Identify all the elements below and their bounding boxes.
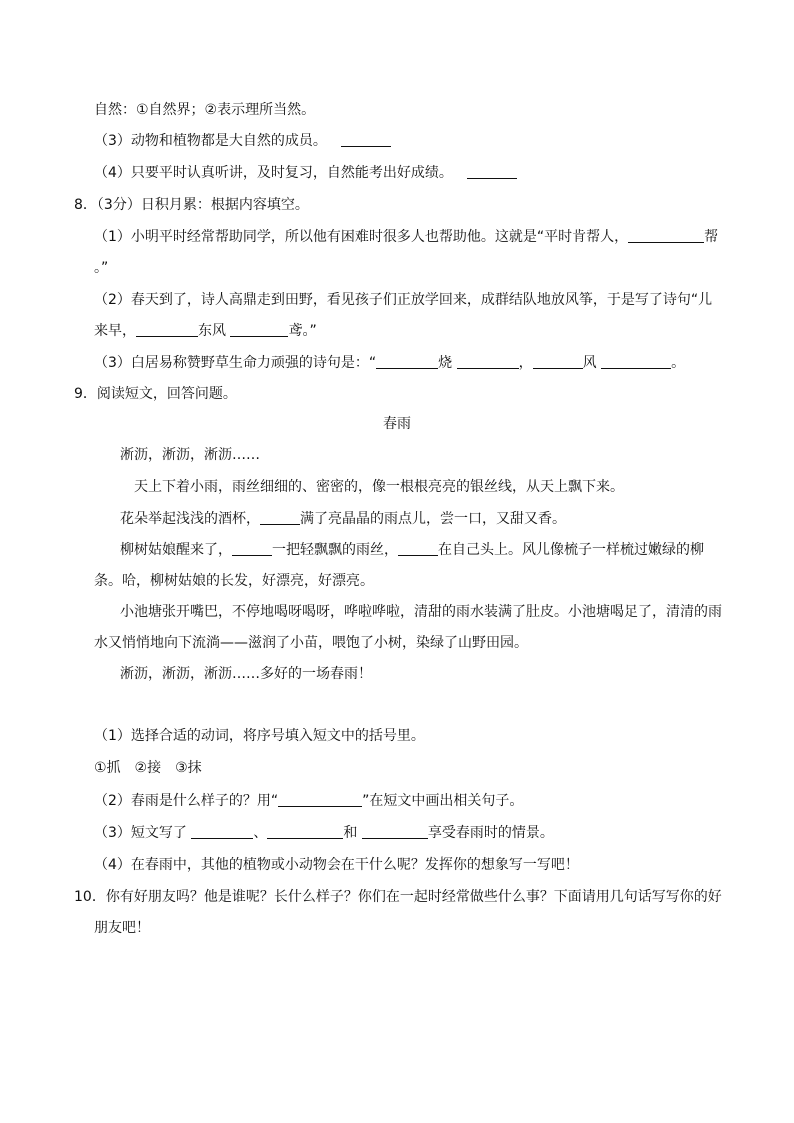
q7-sentence-3 xyxy=(94,132,391,150)
q7-s3-blank[interactable] xyxy=(341,132,391,147)
q8-p2-text-c: 东风 xyxy=(198,323,226,339)
passage-title: 春雨 xyxy=(383,416,411,432)
q8-p3-text-b: 烧 xyxy=(438,355,453,371)
passage-l4-text-b: 一把轻飘飘的雨丝， xyxy=(272,542,398,558)
q9-sub-2 xyxy=(94,792,523,810)
q9-sq2-text-b: ”在短文中画出相关句子。 xyxy=(362,793,524,809)
q8-p3-text-e: 。 xyxy=(671,355,686,371)
passage-blank-2[interactable] xyxy=(232,541,272,556)
passage-l4-text-a: 柳树姑娘醒来了， xyxy=(120,542,232,558)
q8-p2-blank-1[interactable] xyxy=(136,322,198,337)
q9-sq3-blank-1[interactable] xyxy=(191,824,253,839)
q8-p3-text-a: （3）白居易称赞野草生命力顽强的诗句是：“ xyxy=(94,355,377,371)
q10-line-2: 朋友吧！ xyxy=(94,920,150,936)
q9-sq2-blank[interactable] xyxy=(278,792,362,807)
q8-p1-text: （1）小明平时经常帮助同学，所以他有困难时很多人也帮助他。这就是“平时肯帮人， xyxy=(94,229,629,245)
q8-p3-blank-4[interactable] xyxy=(601,354,671,369)
q9-sub-3 xyxy=(94,824,554,842)
q8-p1-blank[interactable] xyxy=(628,228,704,243)
q10-line-1: 10．你有好朋友吗？他是谁呢？长什么样子？你们在一起时经常做些什么事？下面请用几句话写写你的好 xyxy=(74,889,722,905)
passage-line-8: 淅沥，淅沥，淅沥……多好的一场春雨！ xyxy=(120,666,372,682)
q8-part1-line1 xyxy=(94,228,718,246)
q8-heading: 8．（3分）日积月累：根据内容填空。 xyxy=(74,197,309,213)
q8-part3 xyxy=(94,354,685,372)
passage-line-1: 淅沥，淅沥，淅沥…… xyxy=(120,447,260,463)
q8-part2-line1: （2）春天到了，诗人高鼎走到田野，看见孩子们正放学回来，成群结队地放风筝，于是写了诗句“儿 xyxy=(94,292,713,308)
passage-line-5: 条。哈，柳树姑娘的长发，好漂亮，好漂亮。 xyxy=(94,573,374,589)
q8-part1-line2: 。” xyxy=(94,260,109,276)
q9-options: ①抓 ②接 ③抹 xyxy=(94,760,202,776)
passage-blank-3[interactable] xyxy=(398,541,438,556)
q8-p2-blank-2[interactable] xyxy=(230,322,288,337)
q9-sq3-text-b: 、 xyxy=(253,825,268,841)
q7-s4-text: （4）只要平时认真听讲，及时复习，自然能考出好成绩。 xyxy=(94,165,453,181)
q8-p3-blank-3[interactable] xyxy=(533,354,583,369)
passage-l3-text-b: 满了亮晶晶的雨点儿，尝一口，又甜又香。 xyxy=(300,511,566,527)
q8-p1-text-b: 帮 xyxy=(704,229,719,245)
passage-line-6: 小池塘张开嘴巴，不停地喝呀喝呀，哗啦哗啦，清甜的雨水装满了肚皮。小池塘喝足了，清清的雨 xyxy=(120,604,722,620)
q9-sub-1: （1）选择合适的动词，将序号填入短文中的括号里。 xyxy=(94,728,425,744)
q9-sq2-text-a: （2）春雨是什么样子的？用“ xyxy=(94,793,279,809)
q8-p3-blank-1[interactable] xyxy=(376,354,438,369)
q9-sq3-text-a: （3）短文写了 xyxy=(94,825,187,841)
q8-p3-text-d: 风 xyxy=(582,355,597,371)
q9-sq3-blank-3[interactable] xyxy=(362,824,428,839)
q7-meaning: 自然：①自然界；②表示理所当然。 xyxy=(94,102,316,118)
q7-s3-text: （3）动物和植物都是大自然的成员。 xyxy=(94,133,327,149)
passage-line-2: 天上下着小雨，雨丝细细的、密密的，像一根根亮亮的银丝线，从天上飘下来。 xyxy=(134,479,624,495)
q9-sq3-text-d: 享受春雨时的情景。 xyxy=(427,825,554,841)
q8-p2-text-d: 鸢。” xyxy=(288,323,317,339)
q9-heading: 9．阅读短文，回答问题。 xyxy=(74,386,237,402)
passage-line-4 xyxy=(120,541,704,559)
q9-sub-4: （4）在春雨中，其他的植物或小动物会在干什么呢？发挥你的想象写一写吧！ xyxy=(94,857,579,873)
q9-sq3-blank-2[interactable] xyxy=(267,824,343,839)
q7-sentence-4 xyxy=(94,164,517,182)
q7-s4-blank[interactable] xyxy=(467,164,517,179)
passage-line-7: 水又悄悄地向下流淌——滋润了小苗，喂饱了小树，染绿了山野田园。 xyxy=(94,635,528,651)
passage-l4-text-c: 在自己头上。风儿像梳子一样梳过嫩绿的柳 xyxy=(438,542,704,558)
q8-p3-text-c: ， xyxy=(518,355,533,371)
q9-sq3-text-c: 和 xyxy=(343,825,358,841)
passage-l3-text-a: 花朵举起浅浅的酒杯， xyxy=(120,511,260,527)
q8-p3-blank-2[interactable] xyxy=(457,354,519,369)
q8-part2-line2 xyxy=(94,322,317,340)
q8-p2-text-b: 来早， xyxy=(94,323,136,339)
passage-line-3 xyxy=(120,510,566,528)
passage-blank-1[interactable] xyxy=(260,510,300,525)
